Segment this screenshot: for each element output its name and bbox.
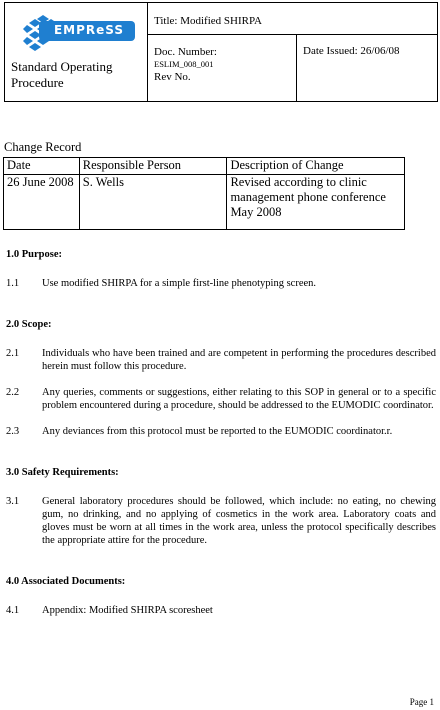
item-number: 2.3: [6, 426, 20, 437]
cell-description: Revised according to clinic management phone conference May 2008: [227, 175, 405, 230]
section-heading-purpose: 1.0 Purpose:: [6, 249, 62, 260]
list-item: [6, 347, 436, 373]
item-text: Any deviances from this protocol must be reported to the EUMODIC coordinator.r.: [42, 426, 393, 437]
list-item: [6, 277, 436, 290]
empress-logo: [23, 13, 135, 51]
page-number: Page 1: [409, 697, 434, 707]
cell-date: 26 June 2008: [4, 175, 80, 230]
date-issued: Date Issued: 26/06/08: [303, 45, 400, 57]
item-number: 4.1: [6, 605, 20, 616]
doc-title: Title: Modified SHIRPA: [148, 3, 437, 35]
change-record-title: Change Record: [4, 140, 82, 154]
column-header-description: Description of Change: [227, 158, 405, 175]
doc-number-label: Doc. Number:: [154, 46, 217, 58]
header-logo-cell: [5, 3, 148, 101]
item-number: 1.1: [6, 278, 20, 289]
item-number: 2.2: [6, 387, 20, 398]
change-record-table: [3, 157, 405, 230]
list-item: [6, 425, 436, 438]
item-number: 3.1: [6, 496, 20, 507]
column-header-responsible: Responsible Person: [79, 158, 227, 175]
logo-wordmark: EMPReSS: [53, 23, 125, 37]
list-item: [6, 495, 436, 547]
item-text: Appendix: Modified SHIRPA scoresheet: [42, 605, 213, 616]
doc-number-cell: [148, 35, 297, 101]
table-header-row: [4, 158, 405, 175]
section-heading-documents: 4.0 Associated Documents:: [6, 576, 126, 587]
section-heading-safety: 3.0 Safety Requirements:: [6, 467, 119, 478]
item-text: Individuals who have been trained and are competent in performing the procedures described herein must follow this procedure.: [42, 348, 436, 372]
cell-person: S. Wells: [79, 175, 227, 230]
list-item: [6, 386, 436, 412]
list-item: [6, 604, 436, 617]
sop-label: Standard Operating Procedure: [11, 59, 113, 90]
column-header-date: Date: [4, 158, 80, 175]
table-row: [4, 175, 405, 230]
item-text: General laboratory procedures should be followed, which include: no eating, no chewing gum, no drinking, and no applying of cosmetics in the work area. Laboratory coats and gloves must be worn at all times in the work area, unless the protocol specifically describes the appropriate attire for the procedure.: [42, 496, 436, 546]
doc-number-value: ESLIM_008_001: [154, 59, 214, 69]
rev-label: Rev No.: [154, 71, 191, 83]
item-number: 2.1: [6, 348, 20, 359]
item-text: Any queries, comments or suggestions, either relating to this SOP in general or to a specific problem encountered during a procedure, should be addressed to the EUMODIC coordinator.: [42, 387, 436, 411]
item-text: Use modified SHIRPA for a simple first-line phenotyping screen.: [42, 278, 317, 289]
document-body: [6, 236, 436, 617]
document-header: [4, 2, 438, 102]
section-heading-scope: 2.0 Scope:: [6, 319, 52, 330]
